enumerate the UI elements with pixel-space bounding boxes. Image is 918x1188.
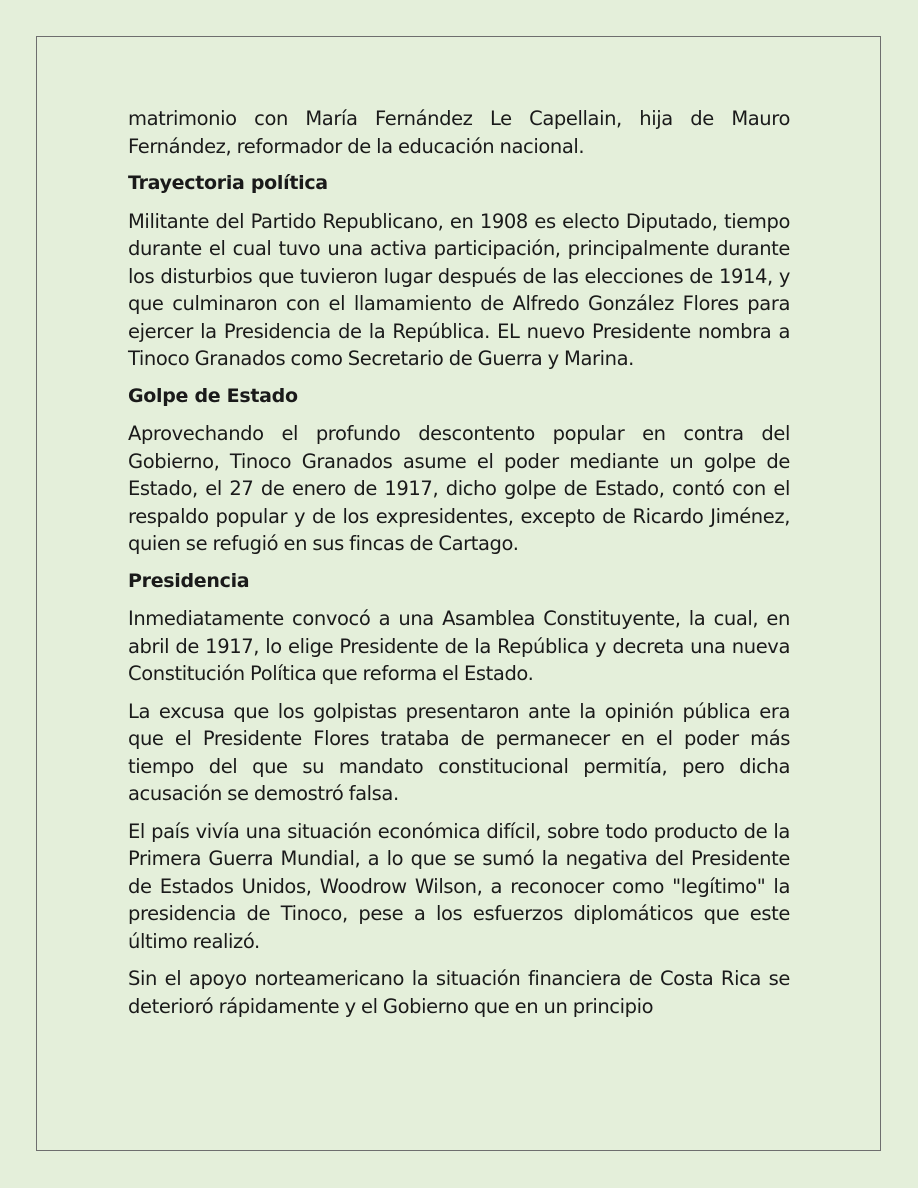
paragraph-presidencia-1: Inmediatamente convocó a una Asamblea Constituyente, la cual, en abril de 1917, lo elige Presidente de la República y decreta una nueva Constitución Política que reforma el Estado. (128, 607, 790, 685)
heading-presidencia: Presidencia (128, 569, 250, 592)
heading-trayectoria-politica: Trayectoria política (128, 172, 328, 194)
paragraph-golpe: Aprovechando el profundo descontento popular en contra del Gobierno, Tinoco Granados asume el poder mediante un golpe de Estado, el 27 de enero de 1917, dicho golpe de Estado, contó con el respaldo popular y de los expresidentes, excepto de Ricardo Jiménez, quien se refugió en sus fincas de Cartago. (128, 422, 790, 555)
paragraph-trayectoria: Militante del Partido Republicano, en 1908 es electo Diputado, tiempo durante el cual tuvo una activa participación, principalmente durante los disturbios que tuvieron lugar después de las elecciones de 1914, y que culminaron con el llamamiento de Alfredo González Flores para ejercer la Presidencia de la República. EL nuevo Presidente nombra a Tinoco Granados como Secretario de Guerra y Marina. (128, 209, 790, 370)
paragraph-presidencia-3: El país vivía una situación económica difícil, sobre todo producto de la Primera Guerra Mundial, a lo que se sumó la negativa del Presidente de Estados Unidos, Woodrow Wilson, a reconocer como "legítimo" la presidencia de Tinoco, pese a los esfuerzos diplomáticos que este último realizó. (128, 819, 790, 953)
paragraph-intro: matrimonio con María Fernández Le Capellain, hija de Mauro Fernández, reformador de la educación nacional. (128, 107, 790, 158)
paragraph-presidencia-2: La excusa que los golpistas presentaron ante la opinión pública era que el Presidente Flores trataba de permanecer en el poder más tiempo del que su mandato constitucional permitía, pero dicha acusación se demostró falsa. (128, 699, 790, 805)
document-body (128, 105, 790, 1030)
heading-golpe-de-estado: Golpe de Estado (128, 384, 298, 407)
paragraph-presidencia-4: Sin el apoyo norteamericano la situación financiera de Costa Rica se deterioró rápidamente y el Gobierno que en un principio (128, 967, 790, 1018)
